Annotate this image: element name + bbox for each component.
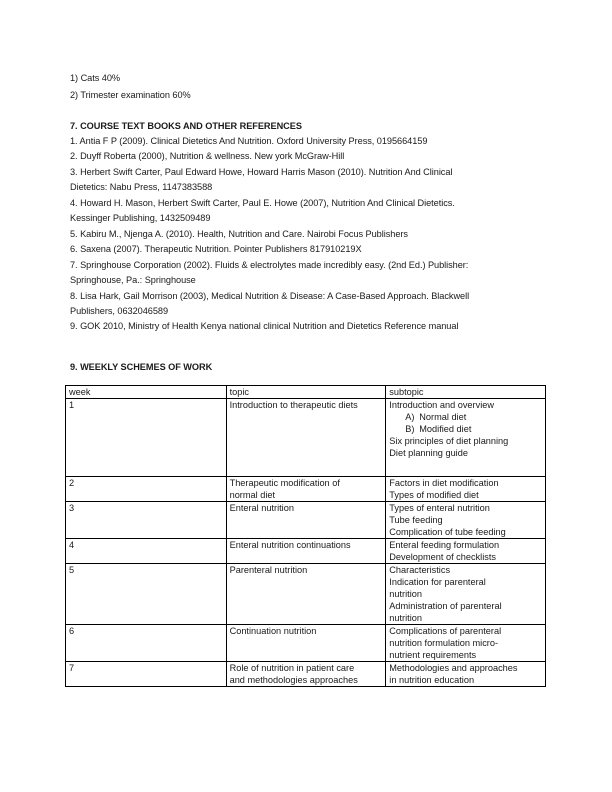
list-marker: B) bbox=[405, 424, 415, 434]
reference-line: 3. Herbert Swift Carter, Paul Edward Howe, Howard Harris Mason (2010). Nutrition And Clinical bbox=[70, 167, 453, 177]
reference-line: Dietetics: Nabu Press, 1147383588 bbox=[70, 182, 213, 192]
subtopic-list-item bbox=[389, 423, 542, 435]
topic-line: and methodologies approaches bbox=[229, 675, 358, 685]
table-row bbox=[66, 662, 546, 687]
reference-line: 5. Kabiru M., Njenga A. (2010). Health, Nutrition and Care. Nairobi Focus Publishers bbox=[70, 229, 408, 239]
subtopic-line: Normal diet bbox=[419, 412, 467, 422]
table-row bbox=[66, 502, 546, 539]
list-marker: A) bbox=[405, 412, 415, 422]
subtopic-cell bbox=[386, 477, 546, 502]
topic-line: Introduction to therapeutic diets bbox=[229, 400, 358, 410]
reference-line: 2. Duyff Roberta (2000), Nutrition & wellness. New york McGraw-Hill bbox=[70, 151, 345, 161]
topic-cell bbox=[226, 625, 386, 662]
reference-line: Publishers, 0632046589 bbox=[70, 306, 168, 316]
reference-line: Kessinger Publishing, 1432509489 bbox=[70, 213, 211, 223]
topic-line: Enteral nutrition bbox=[229, 503, 294, 513]
reference-line: 4. Howard H. Mason, Herbert Swift Carter, Paul E. Howe (2007), Nutrition And Clinical Dietetics. bbox=[70, 198, 455, 208]
column-header-week: week bbox=[66, 386, 227, 399]
subtopic-cell bbox=[386, 539, 546, 564]
topic-line: Parenteral nutrition bbox=[229, 565, 308, 575]
subtopic-line: nutrition formulation micro- bbox=[389, 638, 499, 648]
column-header-topic: topic bbox=[226, 386, 386, 399]
topic-cell bbox=[226, 502, 386, 539]
week-cell: 5 bbox=[66, 564, 227, 625]
reference-line: 9. GOK 2010, Ministry of Health Kenya national clinical Nutrition and Dietetics Reference manual bbox=[70, 321, 459, 331]
subtopic-line: Development of checklists bbox=[389, 552, 497, 562]
subtopic-line: nutrition bbox=[389, 613, 422, 623]
reference-line: 7. Springhouse Corporation (2002). Fluids & electrolytes made incredibly easy. (2nd Ed.) Publisher: bbox=[70, 260, 469, 270]
subtopic-cell bbox=[386, 625, 546, 662]
topic-cell bbox=[226, 539, 386, 564]
topic-cell bbox=[226, 662, 386, 687]
assessment-item: 1) Cats 40% bbox=[70, 73, 121, 83]
topic-line: Continuation nutrition bbox=[229, 626, 317, 636]
subtopic-line: Complication of tube feeding bbox=[389, 527, 506, 537]
reference-line: 8. Lisa Hark, Gail Morrison (2003), Medical Nutrition & Disease: A Case-Based Approach. Blackwell bbox=[70, 291, 470, 301]
week-cell: 3 bbox=[66, 502, 227, 539]
topic-line: normal diet bbox=[229, 490, 276, 500]
subtopic-cell bbox=[386, 399, 546, 477]
topic-line: Therapeutic modification of bbox=[229, 478, 340, 488]
reference-line: Springhouse, Pa.: Springhouse bbox=[70, 275, 196, 285]
subtopic-line: in nutrition education bbox=[389, 675, 475, 685]
reference-line: 6. Saxena (2007). Therapeutic Nutrition. Pointer Publishers 817910219X bbox=[70, 244, 362, 254]
subtopic-line: Administration of parenteral bbox=[389, 601, 502, 611]
table-row bbox=[66, 539, 546, 564]
table-row bbox=[66, 399, 546, 477]
table-header-row bbox=[66, 386, 546, 399]
subtopic-line: Complications of parenteral bbox=[389, 626, 502, 636]
subtopic-cell bbox=[386, 564, 546, 625]
subtopic-line: Diet planning guide bbox=[389, 448, 468, 458]
week-cell: 6 bbox=[66, 625, 227, 662]
subtopic-line: Introduction and overview bbox=[389, 400, 494, 410]
topic-line: Role of nutrition in patient care bbox=[229, 663, 355, 673]
subtopic-line: Types of modified diet bbox=[389, 490, 479, 500]
subtopic-line: Six principles of diet planning bbox=[389, 436, 509, 446]
table-row bbox=[66, 477, 546, 502]
column-header-subtopic: subtopic bbox=[386, 386, 546, 399]
subtopic-line: Characteristics bbox=[389, 565, 451, 575]
weekly-scheme-table bbox=[65, 385, 546, 687]
subtopic-line: Types of enteral nutrition bbox=[389, 503, 490, 513]
subtopic-line: Modified diet bbox=[419, 424, 472, 434]
subtopic-line: nutrient requirements bbox=[389, 650, 477, 660]
subtopic-line: Factors in diet modification bbox=[389, 478, 499, 488]
subtopic-line: nutrition bbox=[389, 589, 422, 599]
subtopic-cell bbox=[386, 662, 546, 687]
subtopic-cell bbox=[386, 502, 546, 539]
subtopic-line: Enteral feeding formulation bbox=[389, 540, 500, 550]
references-heading: 7. COURSE TEXT BOOKS AND OTHER REFERENCES bbox=[70, 121, 302, 131]
subtopic-line: Indication for parenteral bbox=[389, 577, 486, 587]
topic-cell bbox=[226, 477, 386, 502]
week-cell: 4 bbox=[66, 539, 227, 564]
table-row bbox=[66, 625, 546, 662]
assessment-item: 2) Trimester examination 60% bbox=[70, 90, 191, 100]
reference-line: 1. Antia F P (2009). Clinical Dietetics And Nutrition. Oxford University Press, 0195664159 bbox=[70, 136, 428, 146]
topic-cell bbox=[226, 399, 386, 477]
scheme-heading: 9. WEEKLY SCHEMES OF WORK bbox=[70, 362, 213, 372]
week-cell: 2 bbox=[66, 477, 227, 502]
topic-line: Enteral nutrition continuations bbox=[229, 540, 351, 550]
topic-cell bbox=[226, 564, 386, 625]
subtopic-list-item bbox=[389, 411, 542, 423]
table-row bbox=[66, 564, 546, 625]
week-cell: 1 bbox=[66, 399, 227, 477]
subtopic-line: Tube feeding bbox=[389, 515, 443, 525]
week-cell: 7 bbox=[66, 662, 227, 687]
subtopic-line: Methodologies and approaches bbox=[389, 663, 518, 673]
